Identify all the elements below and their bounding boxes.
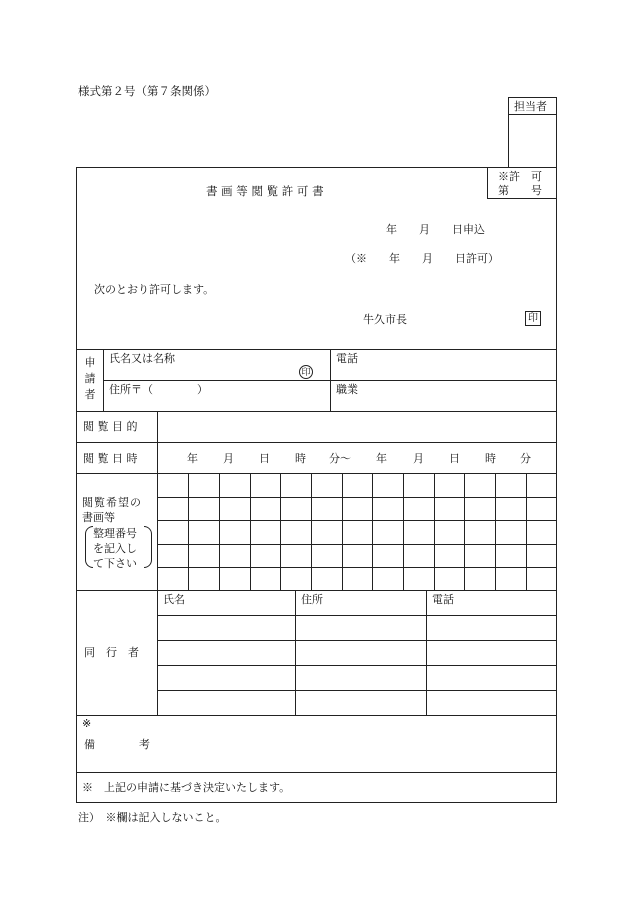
- permit-number-field[interactable]: 第 号: [498, 184, 542, 197]
- applicant-phone-field[interactable]: 電話: [336, 352, 358, 365]
- purpose-label: 閲 覧 目 的: [83, 420, 138, 433]
- form-number: 様式第２号（第７条関係）: [78, 84, 216, 98]
- datetime-unit: 分〜: [329, 452, 351, 465]
- remarks-mark: ※: [82, 717, 92, 730]
- datetime-unit: 月: [413, 452, 424, 465]
- datetime-unit: 年: [376, 452, 387, 465]
- remarks-field: [158, 716, 556, 771]
- decision-statement: ※ 上記の申請に基づき決定いたします。: [82, 781, 291, 794]
- companions-table-body[interactable]: [158, 616, 556, 714]
- document-title: 書 画 等 閲 覧 許 可 書: [206, 184, 324, 198]
- datetime-unit: 時: [295, 452, 306, 465]
- permit-number-label: ※許 可: [498, 170, 542, 183]
- issuer-name: 牛久市長: [363, 313, 407, 326]
- staff-label: 担当者: [514, 100, 547, 113]
- applicant-seal-icon: 印: [299, 365, 313, 379]
- applicant-label: 申請者: [84, 356, 96, 401]
- companion-phone-header: 電話: [432, 593, 454, 606]
- application-date[interactable]: 年 月 日申込: [386, 223, 485, 236]
- datetime-unit: 日: [449, 452, 460, 465]
- permit-statement: 次のとおり許可します。: [94, 283, 215, 296]
- companion-address-header: 住所: [301, 593, 323, 606]
- purpose-field[interactable]: [158, 412, 556, 442]
- datetime-field[interactable]: [158, 443, 556, 473]
- datetime-unit: 日: [259, 452, 270, 465]
- datetime-unit: 時: [485, 452, 496, 465]
- permit-date: （※ 年 月 日許可）: [345, 252, 499, 265]
- companions-label: 同 行 者: [84, 646, 139, 659]
- mayor-seal-icon: 印: [525, 311, 541, 326]
- datetime-unit: 分: [520, 452, 531, 465]
- applicant-occupation-field[interactable]: 職業: [336, 383, 358, 396]
- datetime-unit: 月: [223, 452, 234, 465]
- remarks-label: 備: [84, 738, 95, 751]
- applicant-address-field[interactable]: 住所〒（ ）: [109, 383, 208, 396]
- companion-name-header: 氏名: [163, 593, 185, 606]
- requested-items-label: 閲覧希望の: [82, 496, 142, 509]
- footnote: 注） ※欄は記入しないこと。: [78, 811, 227, 824]
- datetime-unit: 年: [187, 452, 198, 465]
- requested-items-grid[interactable]: [158, 474, 556, 589]
- remarks-label-2: 考: [139, 738, 150, 751]
- datetime-label: 閲 覧 日 時: [83, 452, 138, 465]
- requested-items-note: 整理番号を記入して下さい: [93, 527, 137, 570]
- requested-items-label-2: 書画等: [82, 511, 115, 524]
- applicant-name-field[interactable]: 氏名又は名称: [109, 352, 175, 365]
